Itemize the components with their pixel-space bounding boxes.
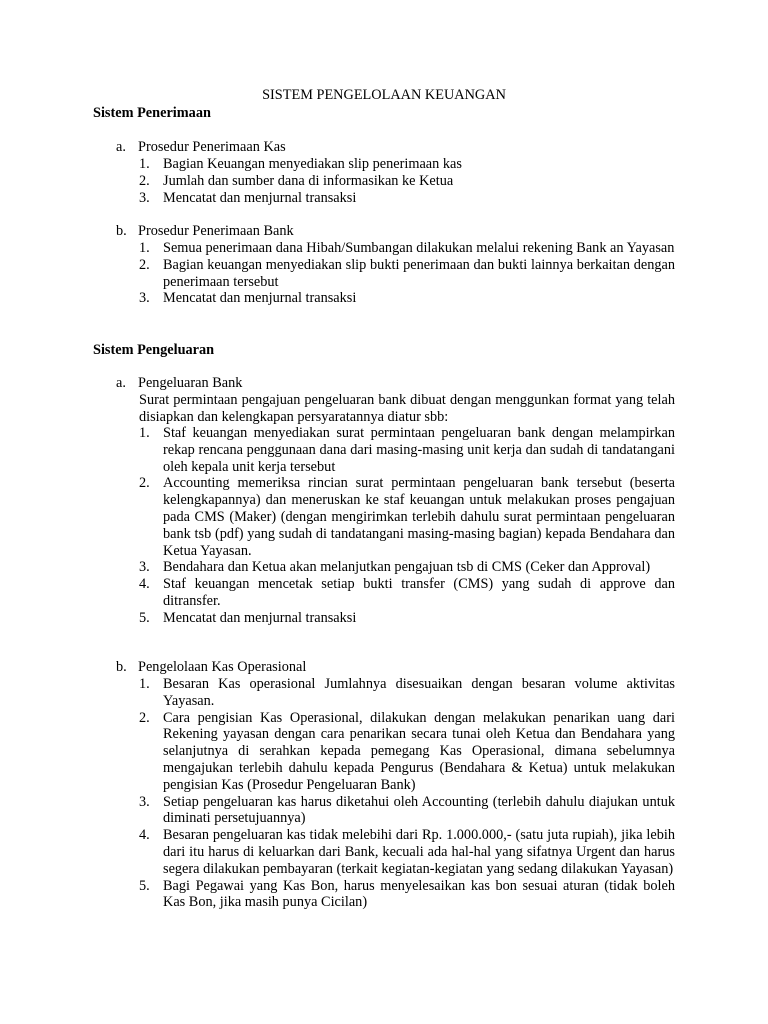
list-item [139,173,675,190]
list-item [139,257,675,291]
item-text: Semua penerimaan dana Hibah/Sumbangan dilakukan melalui rekening Bank an Yayasan [163,240,675,256]
item-number: 2. [139,172,150,189]
item-number: 1. [139,676,150,692]
item-text: Bagi Pegawai yang Kas Bon, harus menyelesaikan kas bon sesuai aturan (tidak boleh Kas Bon, jika masih punya Cicilan) [163,877,675,911]
list-item [139,710,675,794]
item-text: Setiap pengeluaran kas harus diketahui oleh Accounting (terlebih dahulu diajukan untuk diminati persetujuannya) [163,793,675,827]
item-number: 2. [139,256,150,273]
item-number: 1. [139,156,150,172]
section-letter: a. [116,375,126,391]
list-item [139,794,675,828]
item-number: 2. [139,709,150,726]
item-text: Cara pengisian Kas Operasional, dilakukan dengan melakukan penarikan uang dari Rekening yayasan dengan cara penarikan secara tunai oleh Ketua dan Bendahara yang selanjutnya di serahkan kepada pemegang Kas Operasional, dimana sebelumnya mengajukan terlebih dahulu kepada Pengurus (Bendahara & Ketua) untuk melakukan pengisian Kas (Prosedur Pengeluaran Bank) [163,709,675,793]
list-item [139,576,675,610]
section-prosedur-penerimaan-bank [116,223,676,240]
item-number: 4. [139,576,150,593]
item-number: 2. [139,475,150,492]
section-letter: b. [116,223,127,239]
item-text: Mencatat dan menjurnal transaksi [163,290,357,307]
list-item [139,676,675,710]
list-item [139,190,675,207]
list-item [139,156,675,173]
section-intro: Surat permintaan pengajuan pengeluaran bank dibuat dengan menggunkan format yang telah disiapkan dan kelengkapan persyaratannya diatur sbb: [139,392,675,425]
section-pengelolaan-kas-operasional [116,659,676,676]
list-kas-operasional [139,676,675,911]
section-prosedur-penerimaan-kas [116,139,676,156]
section-letter: a. [116,139,126,155]
list-item [139,827,675,877]
item-number: 1. [139,425,150,441]
section-title: Prosedur Penerimaan Kas [138,139,286,155]
section-letter: b. [116,659,127,675]
list-item [139,240,675,257]
item-number: 3. [139,559,150,576]
item-text: Staf keuangan mencetak setiap bukti transfer (CMS) yang sudah di approve dan ditransfer. [163,576,675,609]
heading-pengeluaran: Sistem Pengeluaran [93,342,215,358]
item-text: Besaran Kas operasional Jumlahnya disesuaikan dengan besaran volume aktivitas Yayasan. [163,676,675,709]
item-number: 1. [139,240,150,256]
list-item [139,425,675,475]
list-item [139,290,675,307]
item-number: 3. [139,189,150,206]
list-pengeluaran-bank [139,425,675,627]
item-text: Mencatat dan menjurnal transaksi [163,189,357,206]
item-text: Bagian Keuangan menyediakan slip penerimaan kas [163,156,462,172]
item-text: Mencatat dan menjurnal transaksi [163,609,357,626]
list-item [139,610,675,627]
list-penerimaan-kas [139,156,675,206]
item-text: Bagian keuangan menyediakan slip bukti penerimaan dan bukti lainnya berkaitan dengan penerimaan tersebut [163,256,675,290]
list-penerimaan-bank [139,240,675,307]
item-text: Accounting memeriksa rincian surat permintaan pengeluaran bank tersebut (beserta kelengkapannya) dan meneruskan ke staf keuangan untuk melakukan proses pengajuan pada CMS (Maker) (dengan mengirimkan terlebih dahulu surat permintaan pengeluaran bank tsb (pdf) yang sudah di tandatangani masing-masing bagian) kepada Bendahara dan Ketua Yayasan. [163,475,675,559]
section-pengeluaran-bank [116,375,676,392]
heading-penerimaan: Sistem Penerimaan [93,105,211,121]
item-text: Staf keuangan menyediakan surat permintaan pengeluaran bank dengan melampirkan rekap rencana penggunaan dana dari masing-masing unit kerja dan sudah di tandatangani oleh kepala unit kerja tersebut [163,425,675,475]
item-number: 5. [139,609,150,626]
list-item [139,878,675,912]
item-number: 3. [139,793,150,810]
section-title: Prosedur Penerimaan Bank [138,223,294,239]
item-number: 5. [139,877,150,894]
item-text: Jumlah dan sumber dana di informasikan ke Ketua [163,172,454,189]
item-number: 3. [139,290,150,307]
list-item [139,475,675,559]
item-text: Besaran pengeluaran kas tidak melebihi dari Rp. 1.000.000,- (satu juta rupiah), jika lebih dari itu harus di keluarkan dari Bank, kecuali ada hal-hal yang sifatnya Urgent dan harus segera dilakukan pembayaran (terkait kegiatan-kegiatan yang sedang dilakukan Yayasan) [163,827,675,877]
section-title: Pengelolaan Kas Operasional [138,659,307,675]
item-number: 4. [139,827,150,844]
document-title: SISTEM PENGELOLAAN KEUANGAN [262,87,506,103]
item-text: Bendahara dan Ketua akan melanjutkan pengajuan tsb di CMS (Ceker dan Approval) [163,559,651,576]
section-title: Pengeluaran Bank [138,375,243,391]
list-item [139,559,675,576]
